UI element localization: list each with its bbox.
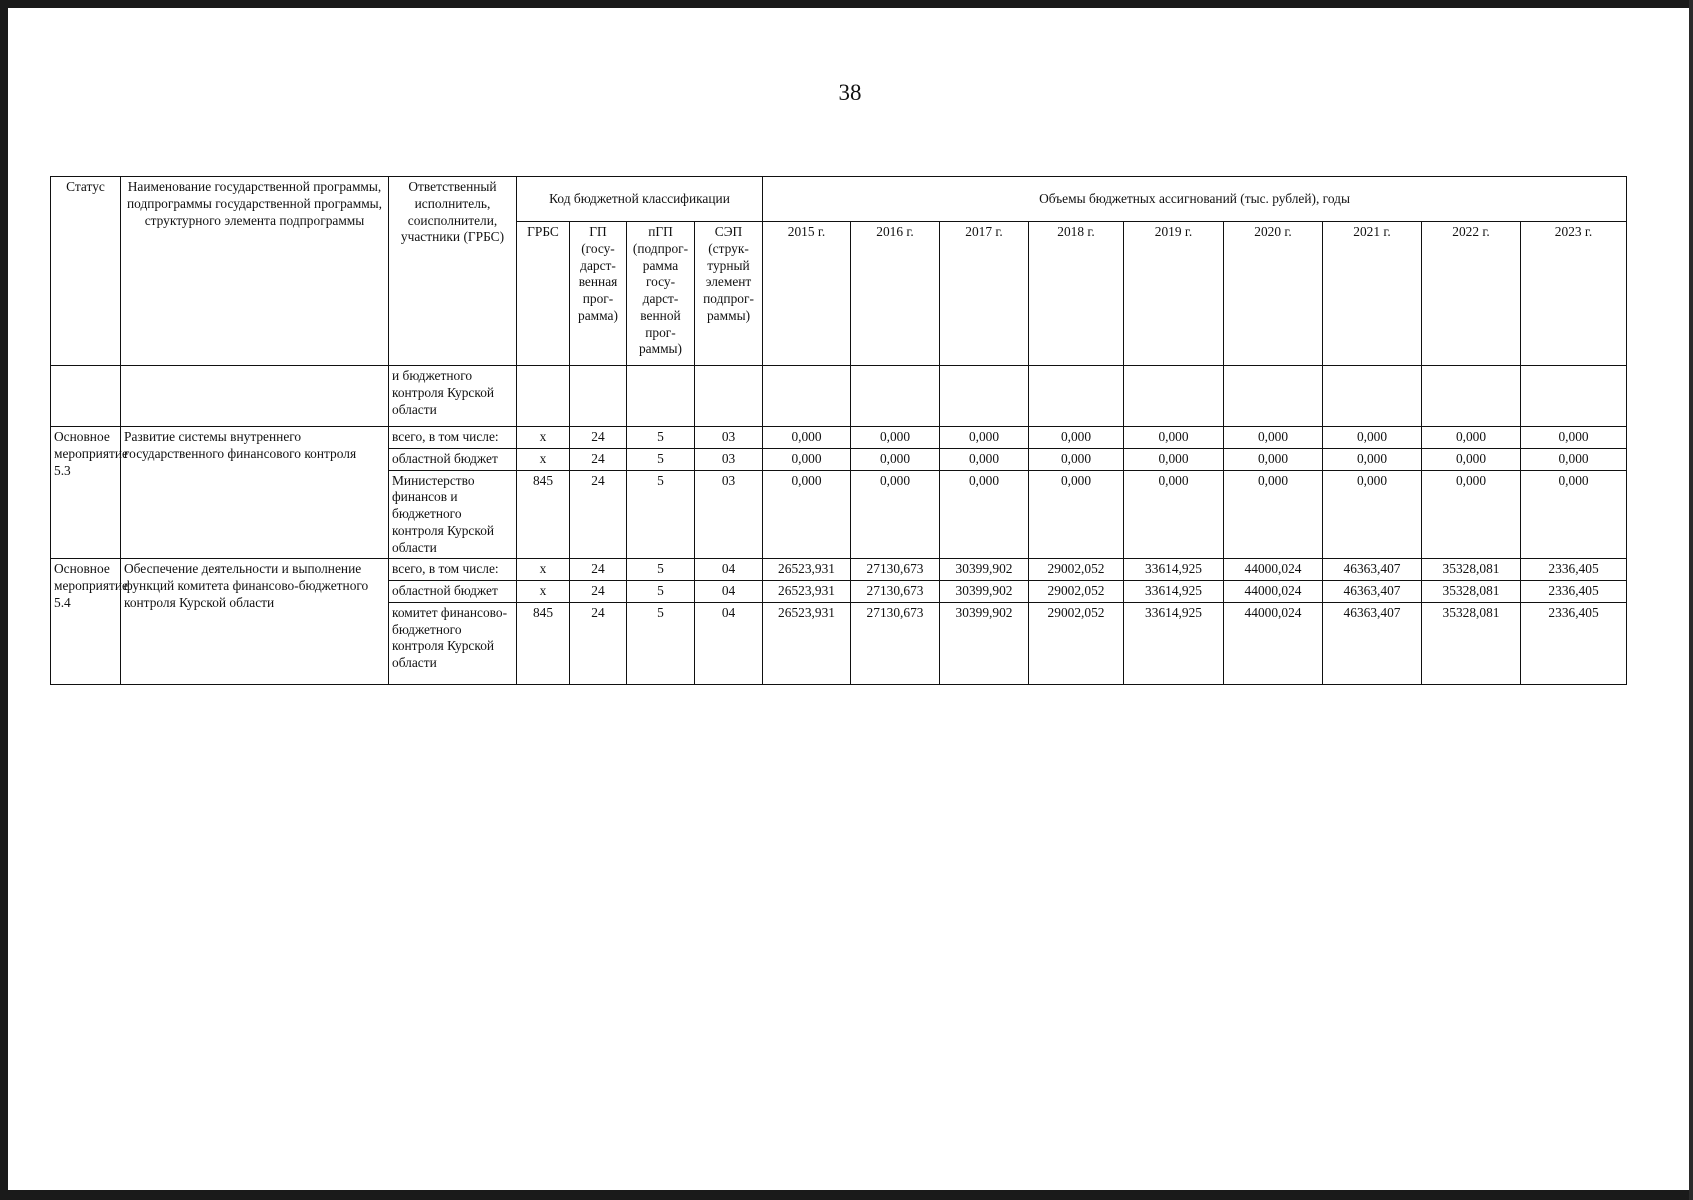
code-pgp: 5 xyxy=(627,559,695,581)
header-year: 2018 г. xyxy=(1029,222,1124,366)
code-grbs: x xyxy=(517,581,570,603)
measure-status: Основное мероприятие 5.4 xyxy=(51,559,121,685)
code-gp: 24 xyxy=(570,559,627,581)
budget-value: 44000,024 xyxy=(1224,559,1323,581)
header-gp: ГП (госу-дарст-венная прог-рамма) xyxy=(570,222,627,366)
empty-cell xyxy=(627,366,695,427)
measure-5-4 xyxy=(51,559,1627,685)
header-name: Наименование государственной программы, подпрограммы государственной программы, структурного элемента подпрограммы xyxy=(121,177,389,366)
code-sep: 04 xyxy=(695,602,763,684)
row-responsible: всего, в том числе: xyxy=(389,559,517,581)
scan-border-right xyxy=(1689,0,1693,1200)
budget-value: 26523,931 xyxy=(763,581,851,603)
budget-table xyxy=(50,176,1627,685)
budget-value: 26523,931 xyxy=(763,602,851,684)
budget-value: 33614,925 xyxy=(1124,602,1224,684)
header-year: 2016 г. xyxy=(851,222,940,366)
budget-value: 27130,673 xyxy=(851,559,940,581)
empty-cell xyxy=(1422,366,1521,427)
empty-cell xyxy=(1323,366,1422,427)
empty-cell xyxy=(851,366,940,427)
code-pgp: 5 xyxy=(627,470,695,559)
budget-value: 35328,081 xyxy=(1422,602,1521,684)
code-grbs: x xyxy=(517,448,570,470)
budget-value: 0,000 xyxy=(940,448,1029,470)
budget-value: 0,000 xyxy=(1224,470,1323,559)
code-sep: 04 xyxy=(695,581,763,603)
header-year: 2021 г. xyxy=(1323,222,1422,366)
budget-value: 0,000 xyxy=(1422,470,1521,559)
code-sep: 03 xyxy=(695,470,763,559)
budget-value: 35328,081 xyxy=(1422,559,1521,581)
header-year: 2015 г. xyxy=(763,222,851,366)
measure-5-3 xyxy=(51,427,1627,559)
code-sep: 03 xyxy=(695,427,763,449)
budget-value: 0,000 xyxy=(1224,427,1323,449)
code-gp: 24 xyxy=(570,448,627,470)
code-pgp: 5 xyxy=(627,427,695,449)
budget-value: 0,000 xyxy=(940,427,1029,449)
budget-value: 33614,925 xyxy=(1124,581,1224,603)
row-responsible: областной бюджет xyxy=(389,448,517,470)
budget-value: 29002,052 xyxy=(1029,559,1124,581)
budget-value: 0,000 xyxy=(1029,448,1124,470)
empty-cell xyxy=(695,366,763,427)
empty-cell xyxy=(1224,366,1323,427)
table-row xyxy=(51,559,1627,581)
empty-cell xyxy=(1521,366,1627,427)
budget-value: 0,000 xyxy=(1521,427,1627,449)
budget-value: 2336,405 xyxy=(1521,602,1627,684)
measure-status: Основное мероприятие 5.3 xyxy=(51,427,121,559)
budget-value: 0,000 xyxy=(1323,427,1422,449)
page-number: 38 xyxy=(838,80,862,105)
budget-value: 46363,407 xyxy=(1323,602,1422,684)
header-volume-group: Объемы бюджетных ассигнований (тыс. рублей), годы xyxy=(763,177,1627,222)
budget-value: 29002,052 xyxy=(1029,581,1124,603)
header-row-1 xyxy=(51,177,1627,222)
budget-value: 0,000 xyxy=(1224,448,1323,470)
code-sep: 04 xyxy=(695,559,763,581)
budget-value: 44000,024 xyxy=(1224,581,1323,603)
row-responsible: всего, в том числе: xyxy=(389,427,517,449)
header-year: 2017 г. xyxy=(940,222,1029,366)
measure-name: Обеспечение деятельности и выполнение функций комитета финансово-бюджетного контроля Курской области xyxy=(121,559,389,685)
code-gp: 24 xyxy=(570,470,627,559)
header-code-group: Код бюджетной классификации xyxy=(517,177,763,222)
budget-value: 0,000 xyxy=(1029,470,1124,559)
continuation-row xyxy=(51,366,1627,427)
empty-cell xyxy=(1029,366,1124,427)
empty-cell xyxy=(570,366,627,427)
budget-value: 30399,902 xyxy=(940,602,1029,684)
budget-value: 0,000 xyxy=(1422,427,1521,449)
budget-value: 0,000 xyxy=(1124,448,1224,470)
empty-cell xyxy=(763,366,851,427)
row-responsible: комитет финансово-бюджетного контроля Курской области xyxy=(389,602,517,684)
budget-value: 0,000 xyxy=(851,448,940,470)
header-status: Статус xyxy=(51,177,121,366)
budget-value: 46363,407 xyxy=(1323,559,1422,581)
empty-cell xyxy=(121,366,389,427)
budget-value: 46363,407 xyxy=(1323,581,1422,603)
budget-value: 35328,081 xyxy=(1422,581,1521,603)
budget-value: 0,000 xyxy=(763,470,851,559)
header-year: 2019 г. xyxy=(1124,222,1224,366)
header-sep: СЭП (струк-турный элемент подпрог-раммы) xyxy=(695,222,763,366)
budget-value: 33614,925 xyxy=(1124,559,1224,581)
measure-name: Развитие системы внутреннего государственного финансового контроля xyxy=(121,427,389,559)
code-grbs: 845 xyxy=(517,470,570,559)
budget-value: 0,000 xyxy=(763,448,851,470)
budget-value: 27130,673 xyxy=(851,581,940,603)
code-gp: 24 xyxy=(570,602,627,684)
budget-value: 2336,405 xyxy=(1521,559,1627,581)
budget-value: 29002,052 xyxy=(1029,602,1124,684)
budget-value: 26523,931 xyxy=(763,559,851,581)
scan-border-bottom xyxy=(0,1190,1693,1200)
budget-value: 2336,405 xyxy=(1521,581,1627,603)
header-responsible: Ответственный исполнитель, соисполнители, участники (ГРБС) xyxy=(389,177,517,366)
row-responsible: областной бюджет xyxy=(389,581,517,603)
code-gp: 24 xyxy=(570,581,627,603)
empty-cell xyxy=(940,366,1029,427)
code-grbs: 845 xyxy=(517,602,570,684)
code-pgp: 5 xyxy=(627,448,695,470)
header-year: 2022 г. xyxy=(1422,222,1521,366)
budget-value: 0,000 xyxy=(851,427,940,449)
scan-border-left xyxy=(0,0,8,1200)
budget-value: 44000,024 xyxy=(1224,602,1323,684)
budget-value: 30399,902 xyxy=(940,581,1029,603)
table-row xyxy=(51,427,1627,449)
scan-border-top xyxy=(0,0,1693,8)
budget-value: 0,000 xyxy=(1124,427,1224,449)
code-pgp: 5 xyxy=(627,581,695,603)
header-pgp: пГП (подпрог-рамма госу-дарст-венной прог-раммы) xyxy=(627,222,695,366)
budget-value: 30399,902 xyxy=(940,559,1029,581)
budget-value: 27130,673 xyxy=(851,602,940,684)
header-year: 2020 г. xyxy=(1224,222,1323,366)
budget-value: 0,000 xyxy=(1521,470,1627,559)
budget-value: 0,000 xyxy=(1029,427,1124,449)
empty-cell xyxy=(51,366,121,427)
code-pgp: 5 xyxy=(627,602,695,684)
row-responsible: Министерство финансов и бюджетного контроля Курской области xyxy=(389,470,517,559)
code-grbs: x xyxy=(517,559,570,581)
empty-cell xyxy=(517,366,570,427)
code-sep: 03 xyxy=(695,448,763,470)
budget-value: 0,000 xyxy=(1323,448,1422,470)
budget-value: 0,000 xyxy=(1124,470,1224,559)
budget-value: 0,000 xyxy=(940,470,1029,559)
budget-value: 0,000 xyxy=(851,470,940,559)
budget-value: 0,000 xyxy=(1323,470,1422,559)
code-grbs: x xyxy=(517,427,570,449)
code-gp: 24 xyxy=(570,427,627,449)
empty-cell xyxy=(1124,366,1224,427)
continuation-responsible: и бюджетного контроля Курской области xyxy=(389,366,517,427)
budget-value: 0,000 xyxy=(1521,448,1627,470)
budget-value: 0,000 xyxy=(763,427,851,449)
header-grbs: ГРБС xyxy=(517,222,570,366)
budget-value: 0,000 xyxy=(1422,448,1521,470)
header-year: 2023 г. xyxy=(1521,222,1627,366)
